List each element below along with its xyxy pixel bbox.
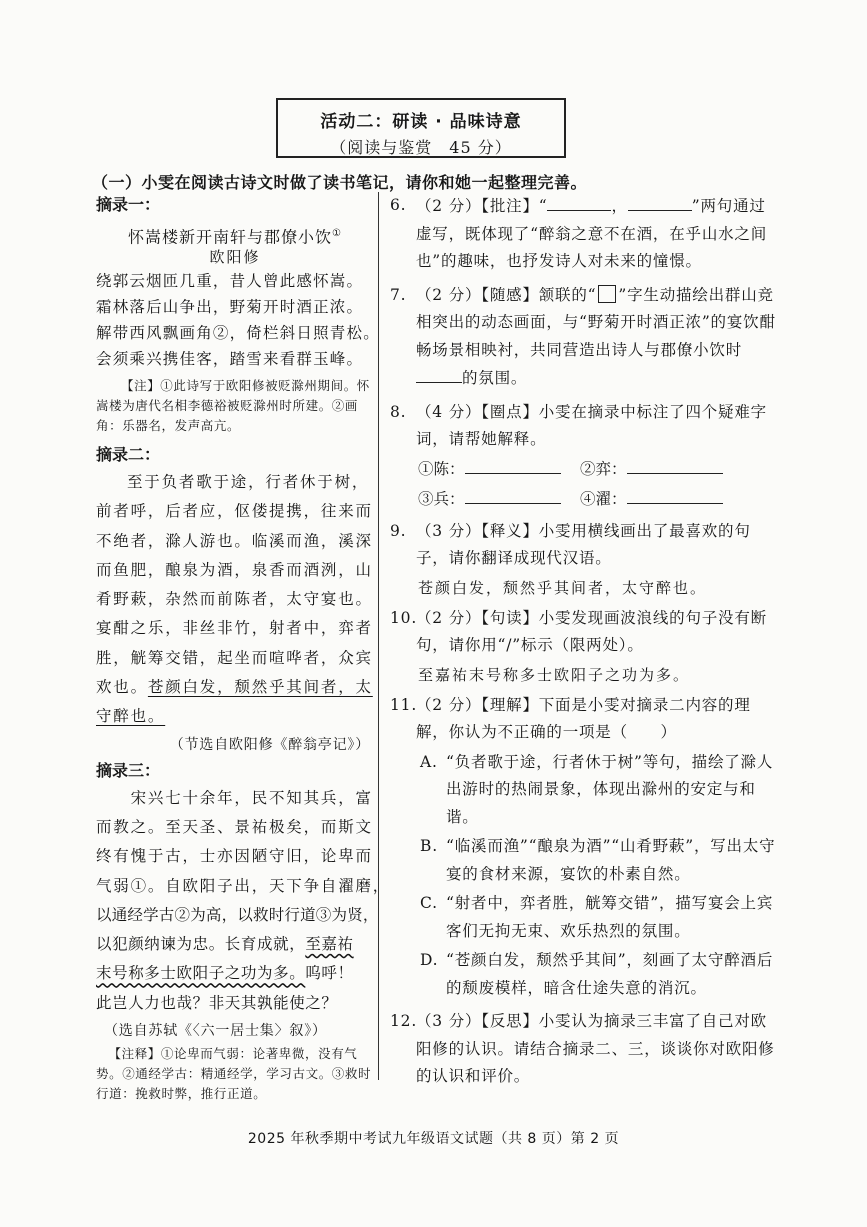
wavy-underlined-sentence: 至嘉祐: [305, 935, 354, 954]
prose-line: 而教之。至天圣、景祐极矣，而斯文: [96, 817, 373, 836]
question-number: 7.: [390, 285, 407, 304]
prose-line: [96, 959, 374, 988]
left-column: [96, 192, 391, 1104]
excerpt2-source: （节选自欧阳修《醉翁亭记》）: [169, 736, 370, 753]
prose-line: 胜，觥筹交错，起坐而喧哗者，众宾: [96, 648, 373, 667]
excerpt3-source: （选自苏轼《〈六一居士集〉叙》）: [104, 1023, 327, 1040]
term-label: ①陈：: [418, 459, 465, 478]
question-10: [390, 605, 780, 660]
excerpt2-text: [96, 468, 374, 732]
question-body: [416, 282, 780, 393]
question-text: 的氛围。: [462, 369, 528, 387]
question-text: （2 分）【批注】“: [416, 197, 548, 215]
underlined-sentence: 苍颜白发，颓然乎其间者，太: [147, 678, 373, 697]
poem-title: [96, 222, 374, 246]
prose-text: 欢也。: [96, 678, 148, 697]
question-number: 11.: [390, 695, 418, 714]
term-row: [418, 484, 780, 514]
answer-box[interactable]: [598, 285, 616, 303]
answer-blank[interactable]: [547, 192, 611, 211]
question-6: [390, 192, 780, 276]
excerpt1-heading: 摘录一：: [96, 195, 161, 214]
prose-line: 至于负者歌于途，行者休于树，: [127, 473, 370, 491]
underlined-sentence: 守醉也。: [96, 707, 166, 726]
question-text: ”字生动描绘出群山竞相突出的动态画面，与“野菊开时酒正浓”的宴饮酣畅场景相映衬，共同营造出诗人与郡僚小饮时: [416, 285, 776, 359]
option-a[interactable]: [420, 749, 780, 832]
excerpt2-heading: 摘录二：: [96, 445, 161, 464]
poem-title-text: 怀嵩楼新开南轩与郡僚小饮: [128, 227, 333, 247]
poem-note: 【注】①此诗写于欧阳修被贬滁州期间。怀嵩楼为唐代名相李德裕被贬滁州时所建。②画角：乐器名，发声高亢。: [96, 378, 370, 433]
question-number: 9.: [390, 521, 407, 540]
option-label: C.: [420, 894, 438, 912]
prose-line: 肴野蔌，杂然而前陈者，太守宴也。: [96, 590, 373, 609]
question-text: ”两句通过虚写，既体现了“醉翁之意不在酒，在乎山水之间也”的趣味，也抒发诗人对未来的憧憬。: [416, 197, 768, 270]
answer-blank[interactable]: [627, 485, 723, 504]
right-column: [390, 192, 780, 1091]
question-body: （3 分）【反思】小雯认为摘录三丰富了自己对欧阳修的认识。请结合摘录二、三，谈谈你对欧阳修的认识和评价。: [416, 1012, 775, 1085]
activity-subtitle: （阅读与鉴赏 45 分）: [330, 138, 512, 157]
question-body: [416, 192, 780, 276]
option-label: A.: [420, 752, 438, 771]
poem-line: 会须乘兴携佳客，踏雪来看群玉峰。: [96, 350, 364, 368]
option-d[interactable]: [420, 947, 780, 1002]
term-row: [418, 454, 780, 484]
prose-line: [96, 930, 374, 959]
prose-line: [96, 702, 374, 731]
prose-line: 以通经学古②为高，以救时行道③为贤，: [96, 905, 379, 924]
quoted-sentence: 苍颜白发，颓然乎其间者，太守醉也。: [418, 578, 708, 597]
option-text: “射者中，弈者胜，觥筹交错”，描写宴会上宾客们无拘无束、欢乐热烈的氛围。: [446, 894, 774, 940]
term-label: ③兵：: [418, 489, 465, 508]
prose-line: 此岂人力也哉？非天其孰能使之？: [96, 993, 338, 1012]
activity-title: 活动二：研读 · 品味诗意: [320, 112, 522, 132]
answer-blank[interactable]: [628, 192, 692, 211]
prose-line: 前者呼，后者应，伛偻提携，往来而: [96, 502, 373, 521]
question-body: （4 分）【圈点】小雯在摘录中标注了四个疑难字词，请帮她解释。: [416, 402, 767, 448]
prose-line: [96, 673, 374, 702]
term-label: ④濯：: [580, 489, 627, 508]
term-item: [418, 484, 580, 514]
question-body: （2 分）【理解】下面是小雯对摘录二内容的理解，你认为不正确的一项是（ ）: [416, 695, 751, 741]
wavy-underlined-sentence: 末号称多士欧阳子之功为多。: [96, 964, 306, 983]
question-text: ，: [611, 197, 628, 215]
question-number: 8.: [390, 402, 407, 421]
prose-text: 以犯颜纳谏为忠。长育成就，: [96, 935, 306, 954]
prose-line: 气弱①。自欧阳子出，天下争自濯磨，: [96, 876, 391, 895]
prose-line: 而鱼肥，酿泉为酒，泉香而酒洌，山: [96, 560, 373, 579]
question-body: （3 分）【释义】小雯用横线画出了最喜欢的句子，请你翻译成现代汉语。: [416, 521, 751, 567]
poem-title-footnote-mark: ①: [332, 228, 342, 239]
answer-options: [420, 749, 780, 1003]
quoted-sentence: 至嘉祐末号称多士欧阳子之功为多。: [418, 665, 691, 684]
excerpt3-note: 【注释】①论卑而气弱：论著卑微，没有气势。②通经学古：精通经学，学习古文。③救时行道：挽救时弊，推行正道。: [96, 1046, 372, 1102]
answer-blank[interactable]: [465, 485, 561, 504]
option-c[interactable]: [420, 890, 780, 945]
section-intro: （一）小雯在阅读古诗文时做了读书笔记，请你和她一起整理完善。: [92, 173, 588, 192]
excerpt3-text: [96, 784, 391, 1018]
poem-author: 欧阳修: [209, 248, 261, 266]
poem-line: 绕郭云烟匝几重，昔人曾此感怀嵩。: [96, 272, 364, 290]
question-number: 6.: [390, 196, 407, 214]
option-text: “负者歌于途，行者休于树”等句，描绘了滁人出游时的热闹景象，体现出滁州的安定与和谐。: [446, 752, 774, 826]
question-text: （2 分）【随感】颔联的“: [416, 285, 597, 304]
option-text: “苍颜白发，颓然乎其间”，刻画了太守醉酒后的颓废模样，暗含仕途失意的消沉。: [446, 951, 774, 997]
question-12: [390, 1008, 780, 1091]
poem-line: 霜林落后山争出，野菊开时酒正浓。: [96, 298, 364, 316]
option-text: “临溪而渔”“酿泉为酒”“山肴野蔌”，写出太守宴的食材来源，宴饮的朴素自然。: [446, 837, 776, 883]
prose-line: 宋兴七十余年，民不知其兵，富: [96, 788, 373, 807]
column-divider: [378, 192, 379, 1080]
term-label: ②弈：: [580, 459, 627, 478]
prose-line: 不绝者，滁人游也。临溪而渔，溪深: [96, 531, 373, 550]
option-b[interactable]: [420, 833, 780, 888]
prose-line: 宴酣之乐，非丝非竹，射者中，弈者: [96, 619, 373, 638]
page-footer: 2025 年秋季期中考试九年级语文试题（共 8 页）第 2 页: [247, 1131, 620, 1147]
poem-line: 解带西风飘画角②，倚栏斜日照青松。: [96, 324, 380, 342]
option-label: D.: [420, 951, 439, 969]
option-label: B.: [420, 837, 438, 855]
question-7: [390, 282, 780, 393]
question-number: 12.: [390, 1012, 418, 1030]
prose-text: 呜呼！: [305, 964, 354, 983]
prose-line: 终有愧于古，士亦因陋守旧，论卑而: [96, 847, 373, 866]
answer-blank[interactable]: [627, 455, 723, 474]
term-item: [580, 454, 742, 484]
term-item: [418, 454, 580, 484]
answer-blank[interactable]: [416, 364, 462, 383]
question-9: [390, 518, 780, 573]
question-number: 10.: [390, 608, 418, 627]
question-body: （2 分）【句读】小雯发现画波浪线的句子没有断句，请你用“/”标示（限两处）。: [416, 608, 767, 654]
activity-header: [276, 98, 566, 158]
excerpt3-heading: 摘录三：: [96, 760, 161, 780]
answer-blank[interactable]: [465, 455, 561, 474]
question-8: [390, 399, 780, 454]
term-item: [580, 484, 742, 514]
question-11: [390, 692, 780, 747]
